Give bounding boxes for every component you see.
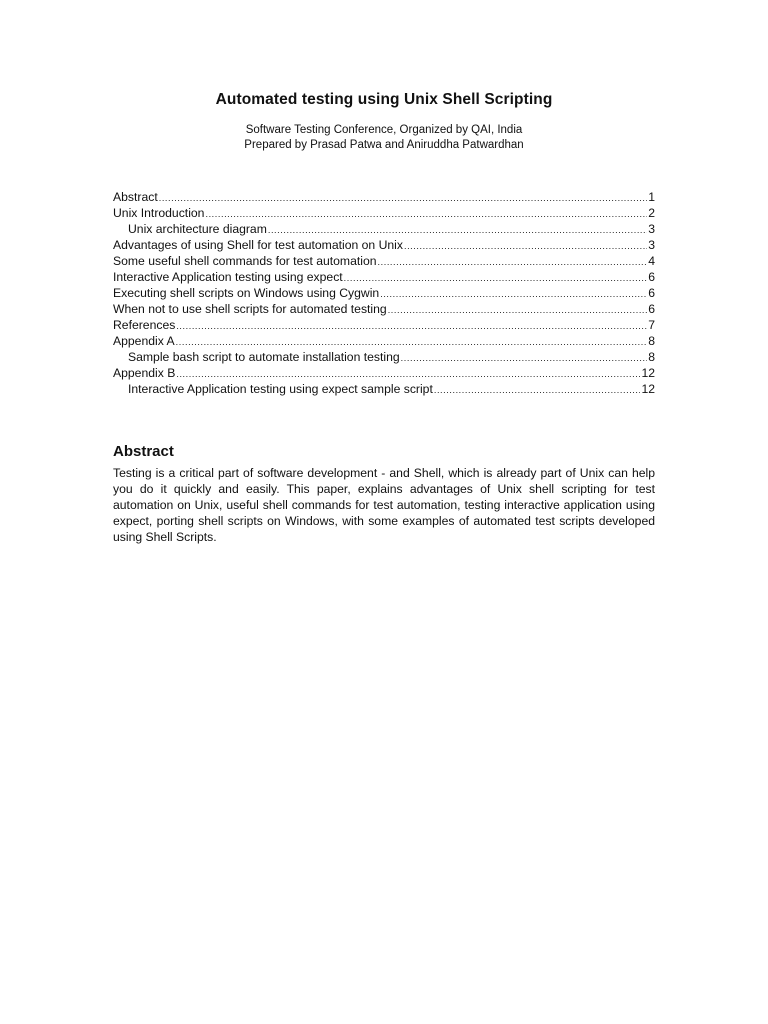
toc-entry-label: When not to use shell scripts for automated testing: [113, 302, 387, 316]
toc-entry[interactable]: [113, 269, 655, 285]
toc-entry-page: 12: [641, 382, 655, 396]
toc-dot-leader: [176, 334, 648, 350]
abstract-heading: Abstract: [113, 443, 174, 460]
toc-dot-leader: [380, 286, 647, 302]
toc-entry-page: 7: [648, 318, 655, 332]
toc-entry-page: 6: [648, 286, 655, 300]
toc-entry[interactable]: [113, 365, 655, 381]
toc-entry-page: 8: [648, 350, 655, 364]
toc-entry[interactable]: [113, 333, 655, 349]
toc-entry-label: Sample bash script to automate installation testing: [128, 350, 400, 364]
toc-entry-page: 6: [648, 302, 655, 316]
toc-subentry[interactable]: [113, 221, 655, 237]
toc-entry-label: Some useful shell commands for test automation: [113, 254, 377, 268]
toc-entry[interactable]: [113, 301, 655, 317]
toc-dot-leader: [401, 350, 648, 366]
document-subtitle-conference: Software Testing Conference, Organized by QAI, India: [245, 124, 523, 136]
toc-entry[interactable]: [113, 317, 655, 333]
toc-entry-label: Executing shell scripts on Windows using Cygwin: [113, 286, 380, 300]
toc-entry-page: 2: [648, 206, 655, 220]
toc-entry-page: 1: [648, 190, 655, 204]
toc-entry-label: Appendix A: [113, 334, 175, 348]
toc-entry-page: 8: [648, 334, 655, 348]
toc-subentry[interactable]: [113, 381, 655, 397]
toc-dot-leader: [268, 222, 647, 238]
toc-dot-leader: [176, 366, 640, 382]
toc-entry-label: Abstract: [113, 190, 158, 204]
toc-entry-label: Advantages of using Shell for test automation on Unix: [113, 238, 403, 252]
toc-entry-label: Unix architecture diagram: [128, 222, 267, 236]
table-of-contents: [113, 189, 655, 397]
document-subtitle-authors: Prepared by Prasad Patwa and Aniruddha Patwardhan: [244, 139, 524, 151]
toc-subentry[interactable]: [113, 349, 655, 365]
toc-dot-leader: [159, 190, 648, 206]
toc-dot-leader: [344, 270, 648, 286]
document-title: Automated testing using Unix Shell Scripting: [215, 91, 553, 108]
toc-entry-label: Interactive Application testing using expect sample script: [128, 382, 433, 396]
toc-dot-leader: [388, 302, 648, 318]
toc-entry[interactable]: [113, 237, 655, 253]
toc-entry-page: 6: [648, 270, 655, 284]
toc-entry-label: Interactive Application testing using expect: [113, 270, 343, 284]
toc-entry-label: Unix Introduction: [113, 206, 205, 220]
toc-entry-page: 3: [648, 222, 655, 236]
toc-entry-label: References: [113, 318, 176, 332]
abstract-paragraph: Testing is a critical part of software development - and Shell, which is already part of Unix can help you do it quickly and easily. This paper, explains advantages of Unix shell scripting for test automation on Unix, useful shell commands for test automation, testing interactive application using expect, porting shell scripts on Windows, with some examples of automated test scripts developed using Shell Scripts.: [113, 466, 655, 544]
toc-dot-leader: [378, 254, 648, 270]
toc-entry-label: Appendix B: [113, 366, 176, 380]
toc-dot-leader: [205, 206, 647, 222]
toc-entry[interactable]: [113, 285, 655, 301]
toc-entry[interactable]: [113, 253, 655, 269]
toc-entry-page: 3: [648, 238, 655, 252]
toc-entry[interactable]: [113, 189, 655, 205]
toc-dot-leader: [176, 318, 647, 334]
toc-entry-page: 4: [648, 254, 655, 268]
toc-dot-leader: [434, 382, 641, 398]
toc-entry[interactable]: [113, 205, 655, 221]
toc-entry-page: 12: [641, 366, 655, 380]
toc-dot-leader: [404, 238, 647, 254]
